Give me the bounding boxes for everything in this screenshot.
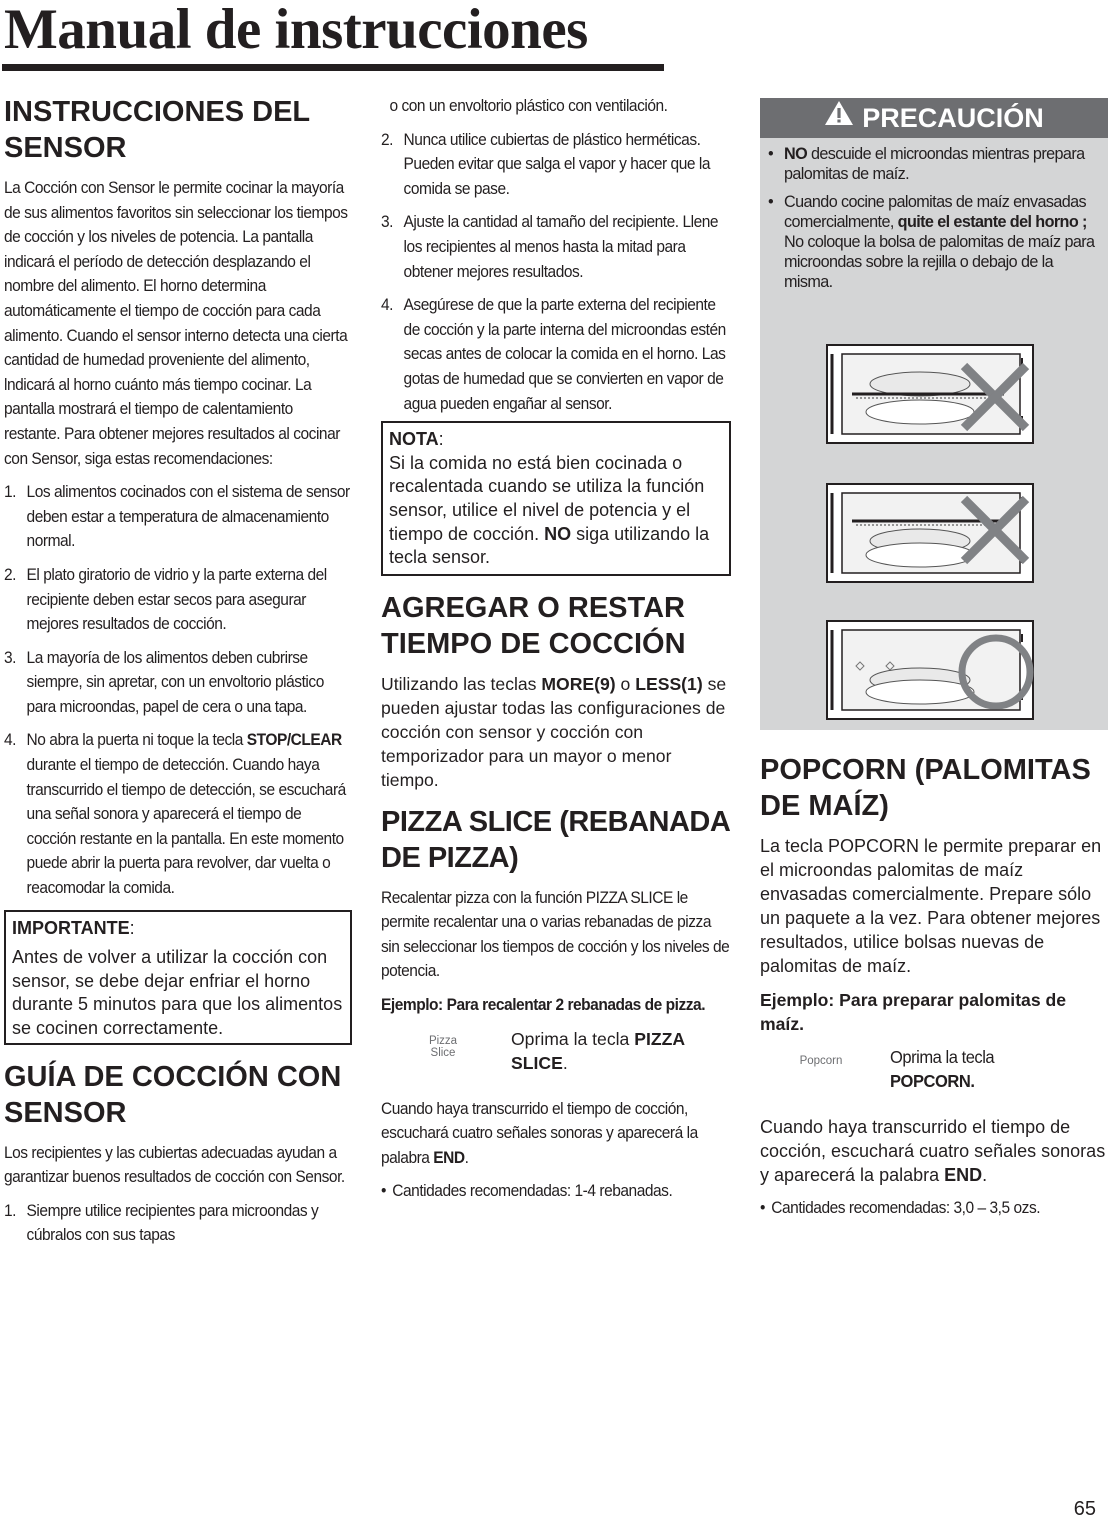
addsub-heading: AGREGAR O RESTAR TIEMPO DE COCCIÓN bbox=[381, 591, 686, 660]
list-item: 1. Los alimentos cocinados con el sistema de sensor deben estar a temperatura de almacenamiento normal. bbox=[4, 483, 350, 551]
pizza-slice-key[interactable]: Pizza Slice bbox=[428, 1034, 458, 1059]
pizza-after: Cuando haya transcurrido el tiempo de cocción, escuchará cuatro señales sonoras y aparecerá la palabra END. bbox=[381, 1099, 698, 1167]
important-text: Antes de volver a utilizar la cocción con sensor, se debe dejar enfriar el horno durante 5 minutos para que los alimentos se cocinen correctamente. bbox=[12, 947, 343, 1038]
pizza-intro: Recalentar pizza con la función PIZZA SLICE le permite recalentar una o varias rebanadas de pizza sin seleccionar los tiempos de cocción y los niveles de potencia. bbox=[381, 888, 730, 981]
list-item: • NO descuide el microondas mientras prepara palomitas de maíz. bbox=[768, 145, 1085, 183]
caution-panel bbox=[760, 98, 1108, 730]
popcorn-key-row bbox=[760, 1045, 1108, 1109]
guide-item-1-part1: Siempre utilice recipientes para microondas y cúbralos con sus tapas bbox=[26, 1201, 319, 1245]
oven-without-rack-correct-illustration bbox=[826, 620, 1034, 720]
oven-with-rack-plate-below-illustration bbox=[826, 483, 1034, 583]
popcorn-after: Cuando haya transcurrido el tiempo de cocción, escuchará cuatro señales sonoras y aparecerá la palabra END. bbox=[760, 1117, 1106, 1185]
warning-icon bbox=[824, 97, 854, 137]
important-box: IMPORTANTE: Antes de volver a utilizar la cocción con sensor, se debe dejar enfriar el horno durante 5 minutos para que los alimentos se cocinen correctamente. bbox=[4, 910, 352, 1045]
caution-title: PRECAUCIÓN bbox=[862, 103, 1044, 133]
list-item bbox=[381, 94, 730, 119]
list-item: 4. No abra la puerta ni toque la tecla STOP/CLEAR durante el tiempo de detección. Cuando haya transcurrido el tiempo de detección, se escuchará una señal sonora y aparecerá el tiempo de cocción restante en la pantalla. En este momento puede abrir la puerta para revolver, dar vuelta o reacomodar la comida. bbox=[4, 731, 346, 898]
list-item: 2. El plato giratorio de vidrio y la parte externa del recipiente deben estar secos para asegurar mejores resultados de cocción. bbox=[4, 565, 327, 634]
pizza-heading: PIZZA SLICE (REBANADA DE PIZZA) bbox=[381, 805, 730, 874]
addsub-text: Utilizando las teclas MORE(9) o LESS(1) se pueden ajustar todas las configuraciones de cocción con sensor y cocción con temporizador para un mayor o menor tiempo. bbox=[381, 673, 727, 790]
popcorn-heading: POPCORN (PALOMITAS DE MAÍZ) bbox=[760, 754, 1091, 822]
popcorn-qty: • Cantidades recomendadas: 3,0 – 3,5 ozs. bbox=[760, 1199, 1041, 1217]
popcorn-key[interactable]: Popcorn bbox=[799, 1055, 843, 1067]
page-title: Manual de instrucciones bbox=[4, 0, 588, 61]
title-rule bbox=[2, 64, 664, 71]
pizza-example: Ejemplo: Para recalentar 2 rebanadas de pizza. bbox=[381, 996, 706, 1015]
sensor-list bbox=[4, 480, 351, 901]
caution-header bbox=[760, 98, 1108, 138]
sensor-intro: La Cocción con Sensor le permite cocinar la mayoría de sus alimentos favoritos sin seleccionar los tiempos de cocción y los niveles de potencia. La pantalla indicará el período de detección desplazando el nombre del alimento. El horno determina automáticamente el tiempo de cocción para cada alimento. Cuando el sensor interno detecta una cierta cantidad de humedad proveniente del alimento, lndicará al horno cuánto más tiempo cocinar. La pantalla mostrará el tiempo de calentamiento restante. Para obtener mejores resultados al cocinar con Sensor, siga estas recomendaciones: bbox=[4, 179, 348, 468]
column-right bbox=[760, 98, 1108, 1230]
caution-list bbox=[760, 144, 1106, 292]
guide-item-1-part2: o con un envoltorio plástico con ventilación. bbox=[389, 97, 668, 115]
pizza-press-text: Oprima la tecla PIZZA SLICE. bbox=[511, 1028, 685, 1073]
guide-list bbox=[381, 94, 730, 416]
column-left bbox=[4, 94, 352, 1256]
oven-with-rack-plate-on-rack-illustration bbox=[826, 344, 1034, 444]
popcorn-press-text: Oprima la tecla POPCORN. bbox=[890, 1047, 995, 1091]
list-item: 2. Nunca utilice cubiertas de plástico herméticas. Pueden evitar que salga el vapor y hacer que la comida se pase. bbox=[381, 130, 710, 198]
popcorn-intro: La tecla POPCORN le permite preparar en el microondas palomitas de maíz envasadas comercialmente. Prepare sólo un paquete a la vez. Para obtener mejores resultados, utilice bolsas nuevas de palomitas de maíz. bbox=[760, 836, 1102, 976]
note-box: NOTA: Si la comida no está bien cocinada o recalentada cuando se utiliza la función sensor, utilice el nivel de potencia y el tiempo de cocción. NO siga utilizando la tecla sensor. bbox=[381, 421, 731, 576]
pizza-qty: • Cantidades recomendadas: 1-4 rebanadas. bbox=[381, 1182, 673, 1201]
sensor-heading: INSTRUCCIONES DEL SENSOR bbox=[4, 96, 310, 164]
guide-intro: Los recipientes y las cubiertas adecuadas ayudan a garantizar buenos resultados de cocción con Sensor. bbox=[4, 1143, 345, 1187]
column-middle bbox=[381, 94, 731, 1213]
list-item: • Cuando cocine palomitas de maíz envasadas comercialmente, quite el estante del horno ; No coloque la bolsa de palomitas de maíz para microondas sobre la rejilla o debajo de la misma. bbox=[768, 193, 1095, 291]
note-label: NOTA bbox=[389, 429, 439, 450]
page-number: 65 bbox=[1073, 1498, 1096, 1520]
list-item: 4. Asegúrese de que la parte externa del recipiente de cocción y la parte interna del microondas estén secas antes de colocar la comida en el horno. Las gotas de humedad que se convierten en vapor de agua pueden engañar al sensor. bbox=[381, 296, 726, 413]
sensor-body bbox=[4, 176, 351, 901]
guide-heading: GUÍA DE COCCIÓN CON SENSOR bbox=[4, 1060, 342, 1129]
list-item: 3. La mayoría de los alimentos deben cubrirse siempre, sin apretar, con un envoltorio plástico para microondas, papel de cera o una tapa. bbox=[4, 648, 324, 716]
popcorn-example: Ejemplo: Para preparar palomitas de maíz. bbox=[760, 990, 1067, 1034]
list-item: 3. Ajuste la cantidad al tamaño del recipiente. Llene los recipientes al menos hasta la mitad para obtener mejores resultados. bbox=[381, 213, 719, 281]
pizza-key-row bbox=[381, 1027, 731, 1091]
important-label: IMPORTANTE bbox=[12, 917, 130, 938]
list-item: 1. Siempre utilice recipientes para microondas y cúbralos con sus tapas bbox=[4, 1201, 319, 1245]
